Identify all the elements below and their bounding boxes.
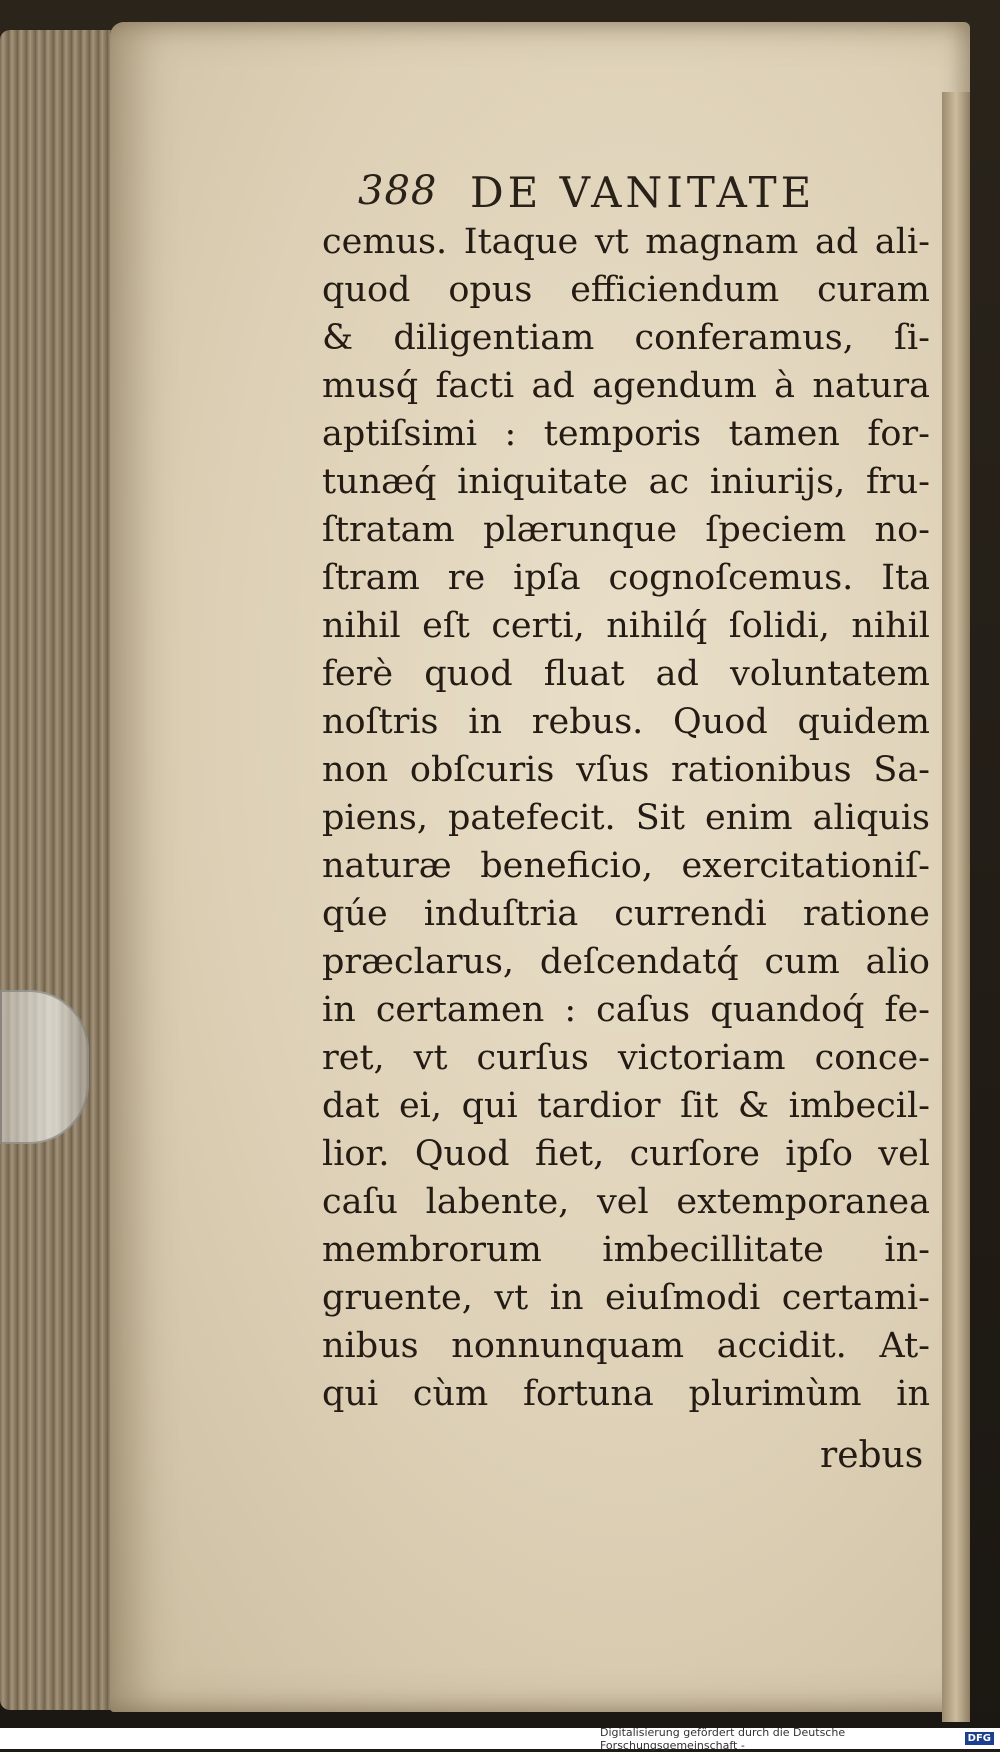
text-line: præclarus, deſcendatq́ cum alio — [322, 942, 930, 982]
text-line: membrorum imbecillitate in- — [322, 1230, 930, 1270]
text-line: in certamen : caſus quandoq́ fe- — [322, 990, 930, 1030]
text-line: dat ei, qui tardior ſit & imbecil- — [322, 1086, 930, 1126]
text-line: non obſcuris vſus rationibus Sa- — [322, 750, 930, 790]
dfg-logo: DFG — [965, 1732, 994, 1745]
body-text — [322, 218, 930, 1418]
text-line: noſtris in rebus. Quod quidem — [322, 702, 930, 742]
text-line: quod opus efficiendum curam — [322, 270, 930, 310]
text-line: piens, patefecit. Sit enim aliquis — [322, 798, 930, 838]
text-line: & diligentiam conferamus, ſi- — [322, 318, 930, 358]
text-line: aptiſsimi : temporis tamen for- — [322, 414, 930, 454]
running-head: DE VANITATE — [470, 168, 816, 217]
text-line: ferè quod fluat ad voluntatem — [322, 654, 930, 694]
text-line: gruente, vt in eiuſmodi certami- — [322, 1278, 930, 1318]
text-line: tunæq́ iniquitate ac iniurijs, fru- — [322, 462, 930, 502]
page-clip — [0, 990, 89, 1144]
catchword: rebus — [820, 1435, 924, 1476]
text-line: nibus nonnunquam accidit. At- — [322, 1326, 930, 1366]
text-line: lior. Quod fiet, curſore ipſo vel — [322, 1134, 930, 1174]
page-number: 388 — [358, 168, 438, 214]
text-line: ſtratam plærunque ſpeciem no- — [322, 510, 930, 550]
text-line: qui cùm fortuna plurimùm in — [322, 1374, 930, 1414]
text-line: musq́ facti ad agendum à natura — [322, 366, 930, 406]
text-line: qúe induſtria currendi ratione — [322, 894, 930, 934]
credit-text: Digitalisierung gefördert durch die Deutsche Forschungsgemeinschaft - — [600, 1725, 846, 1752]
text-line: naturæ beneficio, exercitationiſ- — [322, 846, 930, 886]
digitization-credit — [600, 1725, 1000, 1752]
page-right-edge — [942, 92, 970, 1722]
text-line: ſtram re ipſa cognoſcemus. Ita — [322, 558, 930, 598]
text-line: caſu labente, vel extemporanea — [322, 1182, 930, 1222]
text-line: cemus. Itaque vt magnam ad ali- — [322, 222, 930, 262]
text-line: nihil eſt certi, nihilq́ ſolidi, nihil — [322, 606, 930, 646]
text-line: ret, vt curſus victoriam conce- — [322, 1038, 930, 1078]
footer-blank — [0, 1728, 600, 1749]
